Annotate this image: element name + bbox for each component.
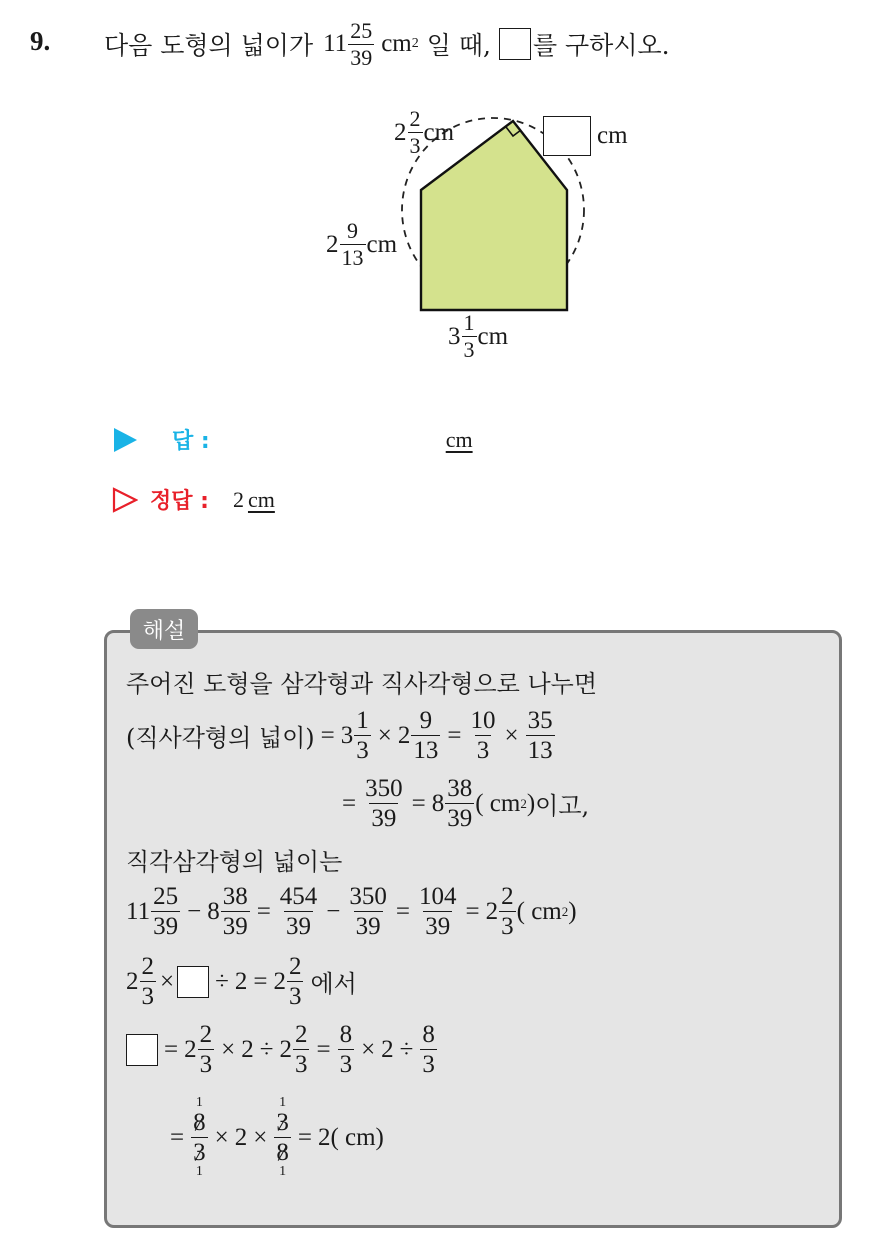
solution-line-8 — [164, 1096, 384, 1179]
question-text-before: 다음 도형의 넓이가 — [104, 31, 314, 60]
fraction: $\frac{2}{3}$ — [501, 883, 514, 940]
number: 2 — [234, 967, 248, 995]
fraction: $\frac{2}{3}$ — [288, 953, 302, 1010]
eq-sign: = — [170, 1123, 185, 1151]
label-side-whole: 2 — [326, 230, 339, 258]
mixed-whole: 3 — [340, 721, 354, 749]
label-side — [326, 220, 397, 269]
paren-close: ) — [526, 789, 536, 817]
fraction: $\frac{8}{3}$ — [339, 1021, 353, 1078]
solution-line-7 — [126, 1022, 438, 1077]
divide-sign: ÷ — [259, 1035, 274, 1063]
mixed-whole: 2 — [184, 1035, 197, 1063]
eq-sign: = — [411, 789, 426, 817]
answer-label: 답 : — [172, 429, 210, 454]
label-hyp-num: 2 — [409, 106, 421, 131]
question-text-after: 일 때, — [426, 31, 491, 60]
rect-area-label: (직사각형의 넓이) — [126, 724, 315, 752]
label-side-unit: cm — [366, 230, 398, 258]
unknown-box — [543, 116, 591, 156]
label-side-num: 9 — [347, 218, 358, 243]
cancel-bottom: 1 — [195, 1164, 203, 1179]
struck-den: 8 — [276, 1139, 289, 1166]
blank-box — [177, 966, 209, 998]
fraction: $\frac{350}{39}$ — [365, 775, 403, 832]
cancel-bottom: 1 — [279, 1164, 287, 1179]
mixed-whole: 8 — [207, 897, 220, 925]
question-text-end: 를 구하시오. — [532, 31, 670, 60]
blank-box — [499, 28, 531, 60]
solution-line-4 — [126, 842, 342, 877]
cancelled-fraction — [273, 1096, 292, 1179]
label-hyp-whole: 2 — [394, 118, 407, 146]
solution-line-2 — [126, 708, 556, 763]
minus-sign: − — [326, 897, 341, 925]
area-fraction — [348, 17, 374, 70]
outline-arrow-icon — [112, 487, 138, 513]
fraction: $\frac{25}{39}$ — [153, 883, 179, 940]
label-base — [448, 312, 508, 361]
label-hyp-den: 3 — [409, 133, 421, 158]
answer-unit[interactable]: cm — [445, 426, 473, 452]
label-base-unit: cm — [477, 322, 509, 350]
mixed-whole: 2 — [397, 721, 411, 749]
number: 2 — [234, 1123, 248, 1151]
correct-answer-unit: cm — [247, 486, 275, 512]
solution-text-1: 주어진 도형을 삼각형과 직사각형으로 나누면 — [126, 670, 598, 698]
question-number: 9. — [30, 26, 51, 56]
fraction — [274, 1110, 291, 1165]
eq-sign: = — [164, 1035, 179, 1063]
label-base-num: 1 — [463, 310, 475, 335]
times-sign: × — [160, 967, 175, 995]
fraction: $\frac{8}{3}$ — [422, 1021, 435, 1078]
eq-sign: = — [342, 789, 357, 817]
mixed-whole: 8 — [431, 789, 445, 817]
struck-num: 8 — [193, 1109, 206, 1136]
fraction: $\frac{104}{39}$ — [419, 883, 457, 940]
fraction: $\frac{454}{39}$ — [279, 883, 318, 940]
answer-row — [112, 424, 512, 455]
exponent: 2 — [520, 795, 527, 811]
eq-sign: = — [395, 897, 411, 925]
fraction: $\frac{2}{3}$ — [141, 953, 154, 1010]
fraction: $\frac{38}{39}$ — [447, 775, 473, 832]
times-sign: × — [504, 721, 519, 749]
number: 2 — [241, 1035, 254, 1063]
paren-close: ) — [568, 897, 577, 925]
unit: ( cm — [516, 897, 562, 925]
area-whole: 11 — [323, 30, 348, 57]
correct-answer-row — [112, 484, 275, 515]
struck-den: 3 — [193, 1139, 206, 1166]
question-text — [104, 14, 670, 74]
fraction: $\frac{350}{39}$ — [349, 883, 387, 940]
label-hypotenuse — [394, 108, 454, 157]
suffix-text: 에서 — [310, 970, 357, 998]
eq-sign: = — [316, 1035, 331, 1063]
unit: ( cm — [475, 789, 521, 817]
fraction: $\frac{2}{3}$ — [294, 1021, 308, 1078]
solution-line-3 — [336, 776, 589, 831]
times-sign: × — [221, 1035, 236, 1063]
label-base-fraction — [462, 312, 477, 361]
cancel-top: 1 — [279, 1095, 287, 1110]
label-side-den: 13 — [341, 245, 364, 270]
mixed-whole: 2 — [273, 967, 286, 995]
divide-sign: ÷ — [399, 1035, 414, 1063]
final-result: 2( cm) — [317, 1123, 384, 1151]
cancel-top: 1 — [195, 1095, 203, 1110]
label-hyp-fraction — [408, 108, 423, 157]
blank-box — [126, 1034, 158, 1066]
times-sign: × — [361, 1035, 376, 1063]
struck-num: 3 — [276, 1109, 289, 1136]
label-base-den: 3 — [463, 337, 475, 362]
fraction: $\frac{1}{3}$ — [356, 707, 369, 764]
times-sign: × — [253, 1123, 268, 1151]
exponent: 2 — [561, 903, 569, 919]
correct-answer-value: 2 — [232, 486, 244, 512]
solution-tag: 해설 — [130, 609, 198, 649]
fraction — [191, 1110, 208, 1165]
fraction: $\frac{35}{13}$ — [527, 707, 553, 764]
eq-sign: = — [256, 897, 271, 925]
eq-sign: = — [465, 897, 480, 925]
solution-line-1 — [126, 664, 597, 699]
label-unknown — [543, 116, 628, 156]
label-unknown-unit: cm — [597, 122, 628, 149]
fraction: $\frac{9}{13}$ — [413, 707, 439, 764]
label-side-fraction — [340, 220, 366, 269]
solution-text-4: 직각삼각형의 넓이는 — [126, 848, 343, 876]
eq-sign: = — [253, 967, 268, 995]
eq-sign: = — [320, 721, 335, 749]
mixed-whole: 2 — [126, 967, 139, 995]
area-denominator: 39 — [350, 44, 373, 70]
solution-line-5 — [126, 884, 577, 939]
area-exponent: 2 — [411, 36, 419, 51]
label-hyp-unit: cm — [423, 118, 455, 146]
fraction: $\frac{10}{3}$ — [470, 707, 496, 764]
label-base-whole: 3 — [448, 322, 461, 350]
times-sign: × — [377, 721, 392, 749]
area-numerator: 25 — [350, 17, 373, 43]
cancelled-fraction — [190, 1096, 209, 1179]
eq-sign: = — [447, 721, 462, 749]
times-sign: × — [214, 1123, 229, 1151]
eq-sign: = — [297, 1123, 312, 1151]
area-unit: cm — [381, 30, 412, 57]
mixed-whole: 11 — [126, 897, 151, 925]
divide-sign: ÷ — [215, 967, 229, 995]
fraction: $\frac{2}{3}$ — [199, 1021, 213, 1078]
mixed-whole: 2 — [279, 1035, 292, 1063]
correct-answer-label: 정답 : — [150, 489, 209, 514]
suffix-text: 이고, — [535, 792, 590, 820]
mixed-whole: 2 — [485, 897, 499, 925]
number: 2 — [381, 1035, 394, 1063]
play-arrow-icon — [112, 427, 138, 453]
fraction: $\frac{38}{39}$ — [222, 883, 248, 940]
solution-line-6 — [126, 954, 357, 1009]
minus-sign: − — [187, 897, 202, 925]
